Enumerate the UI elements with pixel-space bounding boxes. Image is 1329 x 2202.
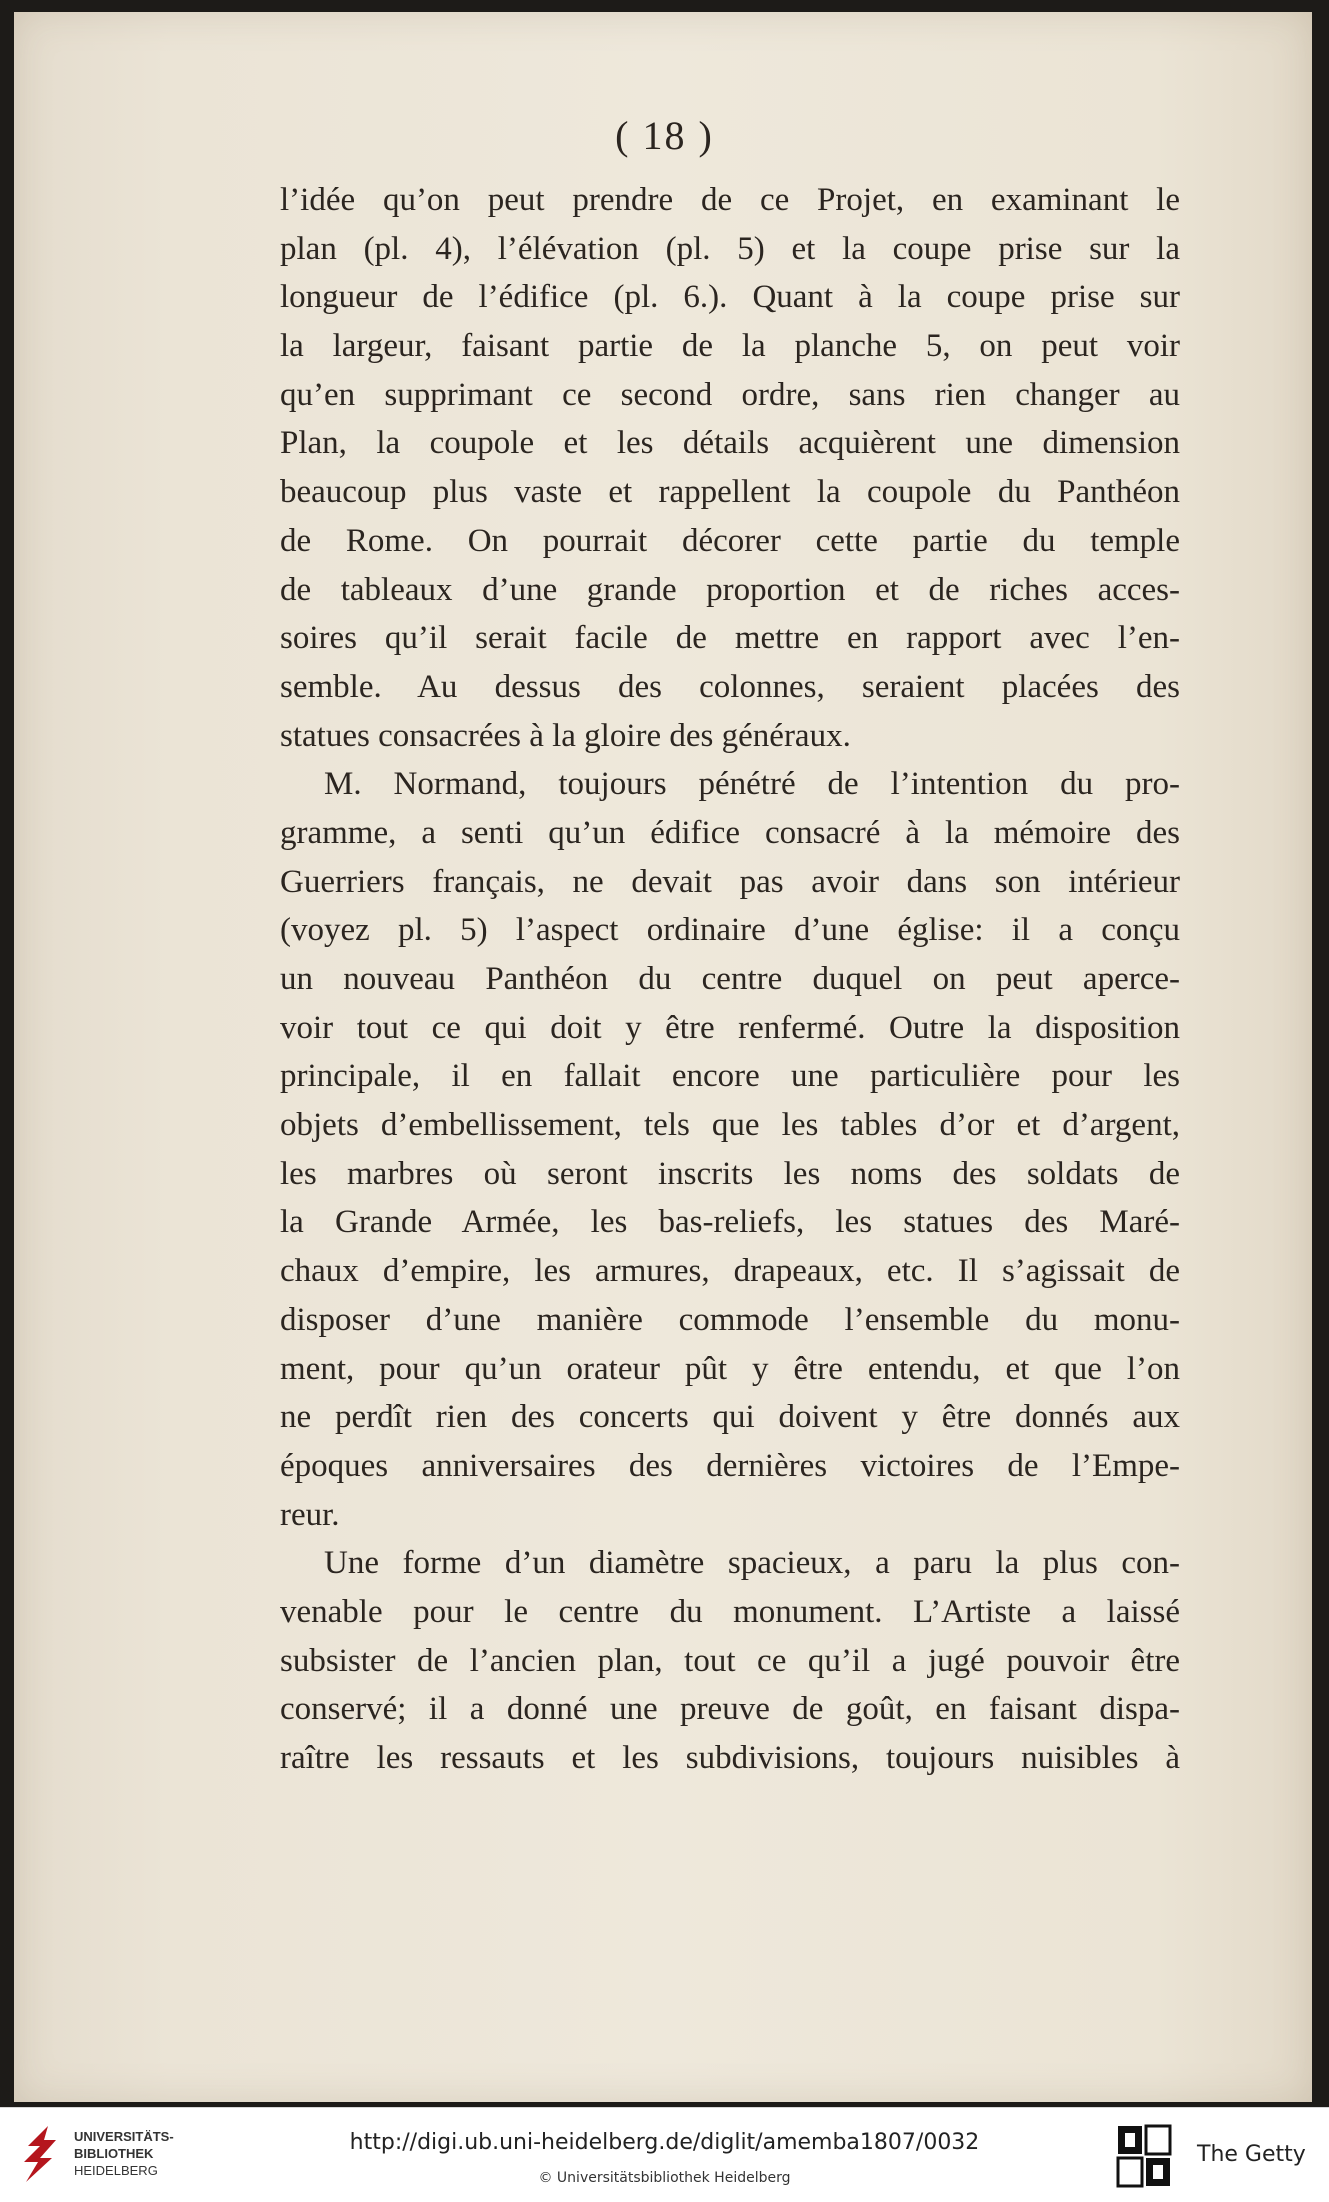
text-line: statues consacrées à la gloire des généraux.: [280, 717, 851, 754]
text-line: subsister de l’ancien plan, tout ce qu’il a jugé pouvoir être: [280, 1642, 1180, 1679]
text-line: (voyez pl. 5) l’aspect ordinaire d’une église: il a conçu: [280, 912, 1180, 949]
text-line: Guerriers français, ne devait pas avoir dans son intérieur: [280, 863, 1180, 900]
body-text: [280, 176, 1180, 1783]
text-line: époques anniversaires des dernières victoires de l’Empe-: [280, 1447, 1180, 1484]
text-line: l’idée qu’on peut prendre de ce Projet, en examinant le: [280, 182, 1180, 218]
institution-name-line: BIBLIOTHEK: [74, 2146, 154, 2161]
institution-name-line: HEIDELBERG: [74, 2163, 158, 2178]
text-line: ment, pour qu’un orateur pût y être entendu, et que l’on: [280, 1350, 1180, 1387]
text-line: soires qu’il serait facile de mettre en rapport avec l’en-: [280, 620, 1180, 657]
getty-logo-icon: [1116, 2124, 1172, 2188]
text-line: M. Normand, toujours pénétré de l’intention du pro-: [324, 766, 1180, 803]
text-line: plan (pl. 4), l’élévation (pl. 5) et la coupe prise sur la: [280, 230, 1180, 267]
text-line: objets d’embellissement, tels que les tables d’or et d’argent,: [280, 1107, 1180, 1144]
text-line: reur.: [280, 1496, 340, 1533]
text-line: semble. Au dessus des colonnes, seraient placées des: [280, 668, 1180, 705]
copyright-notice: © Universitätsbibliothek Heidelberg: [538, 2170, 791, 2186]
page-number: ( 18 ): [615, 113, 714, 158]
text-line: ne perdît rien des concerts qui doivent y être donnés aux: [280, 1399, 1180, 1436]
partner-name: The Getty: [1197, 2142, 1306, 2167]
text-line: longueur de l’édifice (pl. 6.). Quant à la coupe prise sur: [280, 279, 1180, 316]
text-line: venable pour le centre du monument. L’Artiste a laissé: [280, 1593, 1180, 1630]
text-line: la largeur, faisant partie de la planche 5, on peut voir: [280, 328, 1180, 365]
text-line: principale, il en fallait encore une particulière pour les: [280, 1058, 1180, 1095]
text-line: de tableaux d’une grande proportion et de riches acces-: [280, 571, 1180, 608]
text-line: beaucoup plus vaste et rappellent la coupole du Panthéon: [280, 474, 1180, 511]
viewer-footer: [0, 2107, 1329, 2202]
text-line: la Grande Armée, les bas-reliefs, les statues des Maré-: [280, 1204, 1180, 1241]
text-line: conservé; il a donné une preuve de goût, en faisant dispa-: [280, 1691, 1180, 1728]
text-line: qu’en supprimant ce second ordre, sans rien changer au: [280, 376, 1180, 413]
text-line: Plan, la coupole et les détails acquièrent une dimension: [280, 425, 1180, 462]
text-line: chaux d’empire, les armures, drapeaux, etc. Il s’agissait de: [280, 1253, 1180, 1290]
text-line: raître les ressauts et les subdivisions, toujours nuisibles à: [280, 1740, 1180, 1776]
institution-name-line: UNIVERSITÄTS-: [74, 2129, 174, 2144]
text-line: de Rome. On pourrait décorer cette partie du temple: [280, 522, 1180, 559]
text-line: Une forme d’un diamètre spacieux, a paru la plus con-: [324, 1545, 1180, 1582]
permalink-url[interactable]: http://digi.ub.uni-heidelberg.de/diglit/amemba1807/0032: [349, 2130, 980, 2155]
text-line: les marbres où seront inscrits les noms des soldats de: [280, 1155, 1180, 1192]
text-line: gramme, a senti qu’un édifice consacré à la mémoire des: [280, 814, 1180, 851]
text-line: un nouveau Panthéon du centre duquel on peut aperce-: [280, 961, 1180, 997]
text-line: voir tout ce qui doit y être renfermé. Outre la disposition: [280, 1009, 1180, 1046]
text-line: disposer d’une manière commode l’ensemble du monu-: [280, 1301, 1180, 1338]
